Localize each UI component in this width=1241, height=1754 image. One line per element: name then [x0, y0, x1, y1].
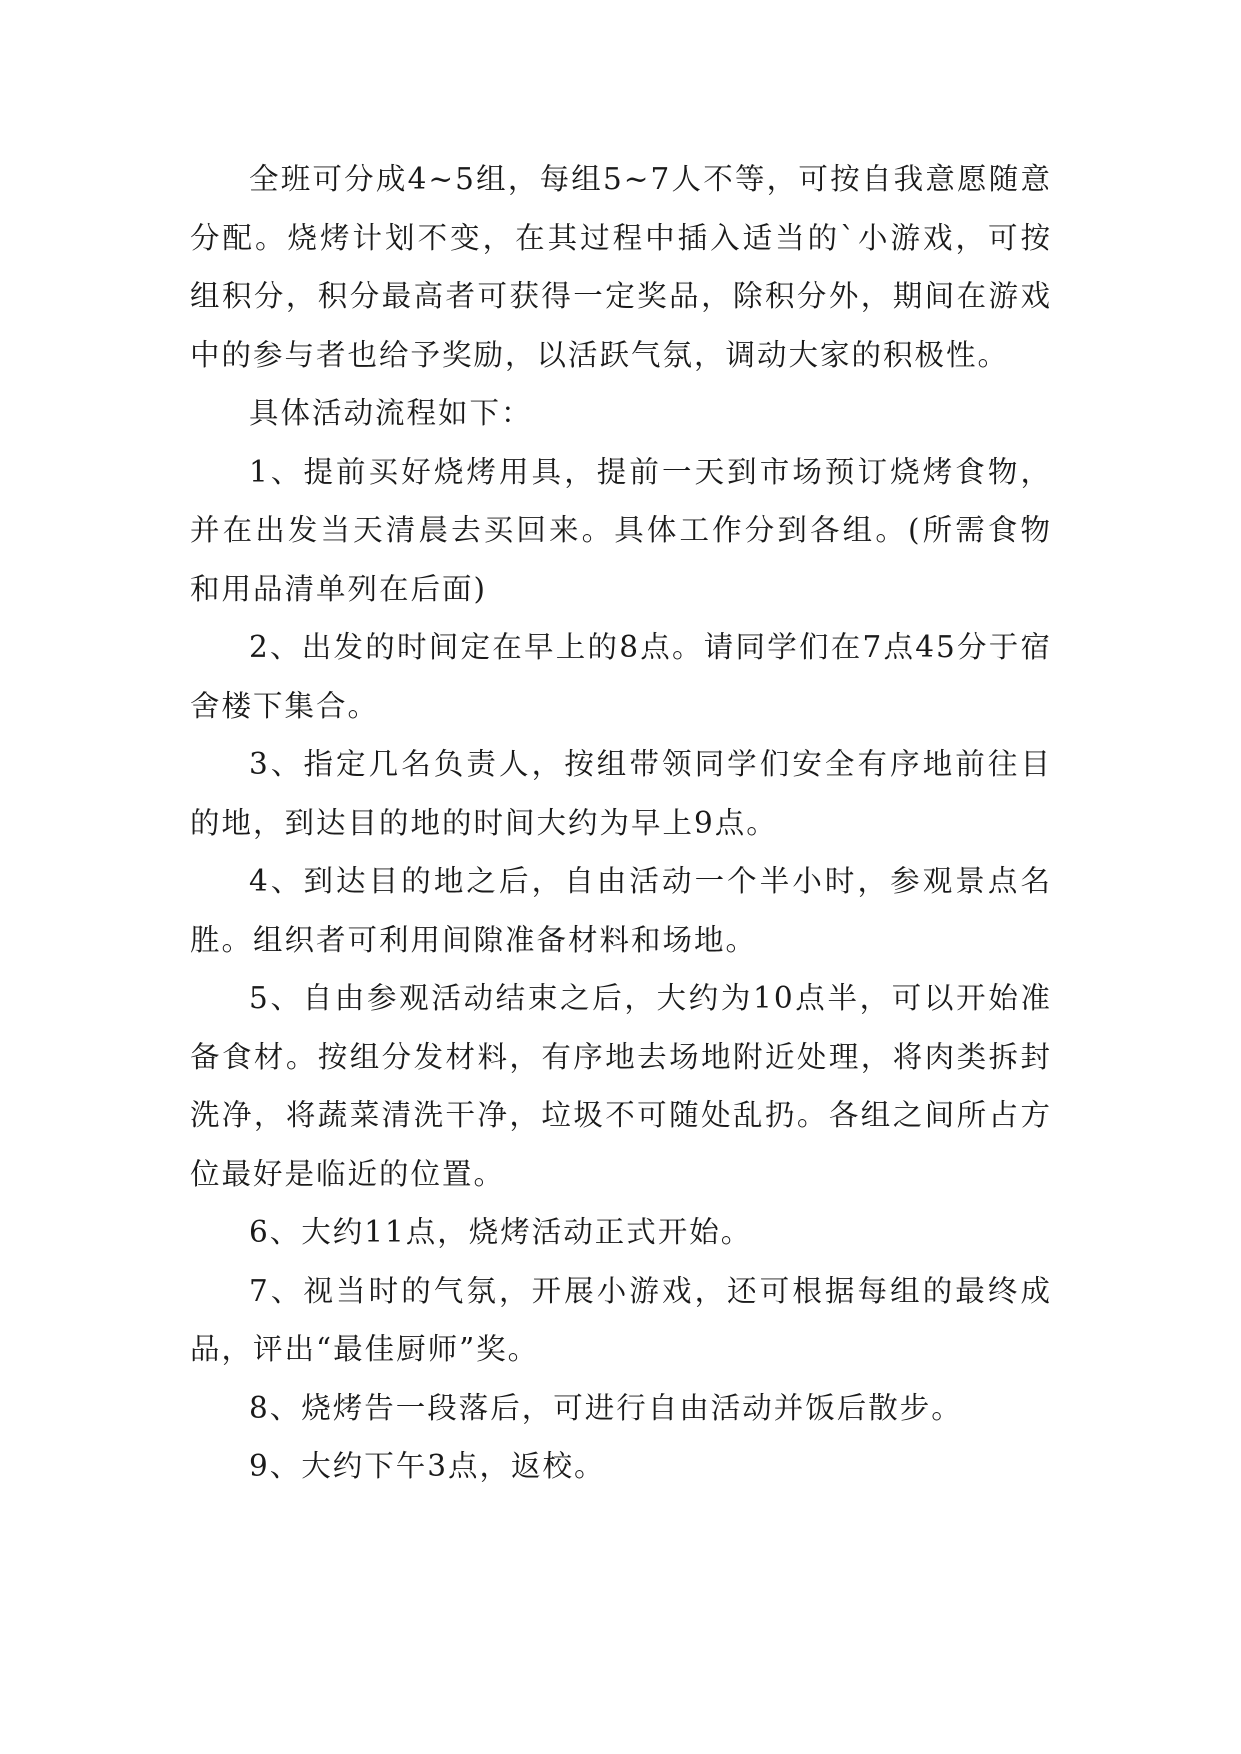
paragraph-step-6: 6、大约11点，烧烤活动正式开始。	[249, 1215, 753, 1249]
paragraph-step-3: 3、指定几名负责人，按组带领同学们安全有序地前往目的地，到达目的地的时间大约为早上9点。	[190, 747, 1052, 840]
paragraph-step-9: 9、大约下午3点，返校。	[249, 1449, 606, 1483]
paragraph-grouping: 全班可分成4~5组，每组5~7人不等，可按自我意愿随意分配。烧烤计划不变，在其过程中插入适当的`小游戏，可按组积分，积分最高者可获得一定奖品，除积分外，期间在游戏中的参与者也给予奖励，以活跃气氛，调动大家的积极性。	[190, 162, 1052, 372]
document-page	[190, 150, 1052, 1496]
paragraph-step-1: 1、提前买好烧烤用具，提前一天到市场预订烧烤食物，并在出发当天清晨去买回来。具体工作分到各组。(所需食物和用品清单列在后面)	[190, 454, 1052, 606]
paragraph-process-heading: 具体活动流程如下：	[249, 396, 533, 430]
paragraph-step-5: 5、自由参观活动结束之后，大约为10点半，可以开始准备食材。按组分发材料，有序地去场地附近处理，将肉类拆封洗净，将蔬菜清洗干净，垃圾不可随处乱扔。各组之间所占方位最好是临近的位置。	[190, 981, 1052, 1191]
paragraph-step-8: 8、烧烤告一段落后，可进行自由活动并饭后散步。	[249, 1390, 963, 1425]
paragraph-step-2: 2、出发的时间定在早上的8点。请同学们在7点45分于宿舍楼下集合。	[190, 630, 1052, 723]
paragraph-step-7: 7、视当时的气氛，开展小游戏，还可根据每组的最终成品，评出“最佳厨师”奖。	[190, 1273, 1052, 1366]
paragraph-step-4: 4、到达目的地之后，自由活动一个半小时，参观景点名胜。组织者可利用间隙准备材料和场地。	[190, 864, 1052, 957]
